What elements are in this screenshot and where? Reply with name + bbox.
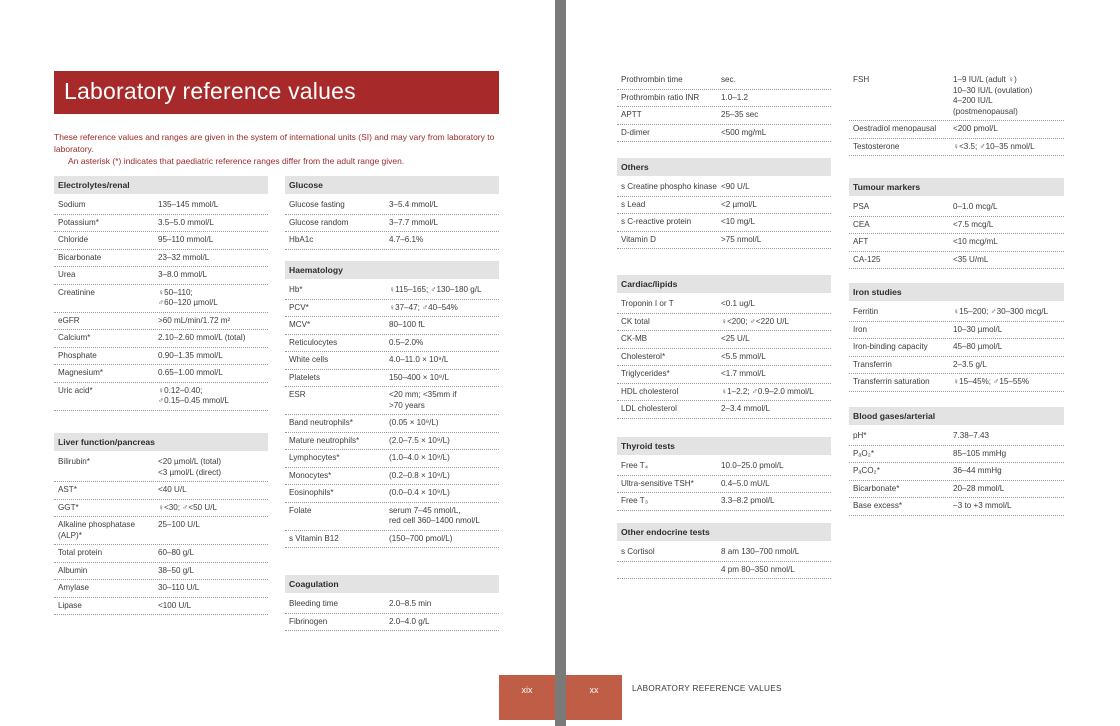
reference-value: 1–9 IU/L (adult ♀) 10–30 IU/L (ovulation) 4–200 IU/L (postmenopausal) <box>953 75 1033 116</box>
reference-value: 2.0–4.0 g/L <box>389 616 430 626</box>
reference-value: 2.0–8.5 min <box>389 599 432 608</box>
reference-value: <10 mcg/mL <box>953 237 998 246</box>
table-row <box>285 485 499 503</box>
table-row <box>849 139 1064 157</box>
table-row <box>54 232 268 250</box>
reference-value: 4.0–11.0 × 10⁹/L <box>389 355 449 364</box>
reference-value: 150–400 × 10⁹/L <box>389 372 449 382</box>
table-row <box>54 383 268 411</box>
test-name: Urea <box>58 270 76 279</box>
reference-value: 25–35 sec <box>721 110 759 119</box>
table-row <box>849 121 1064 139</box>
reference-value: (1.0–4.0 × 10⁹/L) <box>389 453 450 462</box>
reference-value: 3–5.4 mmol/L <box>389 200 439 209</box>
test-name: Sodium <box>58 200 86 209</box>
test-name: Eosinophils* <box>289 488 334 497</box>
table-row <box>849 498 1064 516</box>
table-row <box>54 285 268 313</box>
test-name: s Cortisol <box>621 547 655 556</box>
test-name: Band neutrophils* <box>289 418 353 427</box>
reference-value: <200 pmol/L <box>953 124 998 133</box>
table-row <box>54 197 268 215</box>
reference-value: <25 U/L <box>721 334 750 343</box>
table-row <box>617 476 831 494</box>
reference-value: <20 µmol/L (total) <3 µmol/L (direct) <box>158 457 222 477</box>
test-name: Alkaline phosphatase (ALP)* <box>58 520 135 540</box>
table-row <box>849 252 1064 270</box>
reference-value: <7.5 mcg/L <box>953 219 994 229</box>
test-name: s Lead <box>621 199 646 209</box>
test-name: Base excess* <box>853 501 903 510</box>
section-liver <box>54 433 268 615</box>
table-row <box>285 215 499 233</box>
section-heading: Tumour markers <box>849 178 1064 196</box>
intro-paragraph: These reference values and ranges are given in the system of international units (SI) and may vary from laboratory to laboratory. <box>54 132 495 154</box>
reference-value: ♀1–2.2; ♂0.9–2.0 mmol/L <box>721 386 814 396</box>
table-row <box>617 401 831 419</box>
reference-value: (150–700 pmol/L) <box>389 533 453 543</box>
section-hormones <box>849 72 1064 156</box>
reference-value: <5.5 mmol/L <box>721 351 766 361</box>
reference-value: 30–110 U/L <box>158 583 200 592</box>
reference-value: <500 mg/mL <box>721 127 767 137</box>
test-name: eGFR <box>58 315 80 325</box>
reference-value: 2–3.4 mmol/L <box>721 404 771 413</box>
table-row <box>617 331 831 349</box>
table-row <box>849 428 1064 446</box>
table-row <box>285 197 499 215</box>
test-name: pH* <box>853 431 867 440</box>
section-coagulation-continued <box>617 72 831 142</box>
section-heading: Blood gases/arterial <box>849 407 1064 425</box>
test-name: Glucose random <box>289 217 349 227</box>
reference-table <box>849 72 1064 156</box>
reference-value: <1.7 mmol/L <box>721 369 766 378</box>
reference-value: 7.38–7.43 <box>953 431 990 440</box>
reference-value: 23–32 mmol/L <box>158 252 210 262</box>
table-row <box>849 322 1064 340</box>
reference-table <box>285 282 499 548</box>
table-row <box>849 234 1064 252</box>
reference-value: <10 mg/L <box>721 217 755 226</box>
test-name: PCV* <box>289 302 309 312</box>
test-name: Folate <box>289 505 312 515</box>
reference-table <box>54 197 268 411</box>
reference-value: (0.05 × 10⁹/L) <box>389 418 439 427</box>
test-name: Lymphocytes* <box>289 453 340 462</box>
table-row <box>285 317 499 335</box>
test-name: Total protein <box>58 548 103 557</box>
test-name: Potassium* <box>58 217 99 227</box>
test-name: CK total <box>621 316 650 326</box>
reference-value: (2.0–7.5 × 10⁹/L) <box>389 435 450 445</box>
test-name: Monocytes* <box>289 470 332 480</box>
test-name: Iron-binding capacity <box>853 342 928 351</box>
section-heading: Coagulation <box>285 575 499 593</box>
page-number-left: xix <box>499 675 555 720</box>
test-name: s Creatine phospho kinase <box>621 182 717 191</box>
reference-value: 38–50 g/L <box>158 565 195 575</box>
test-name: ESR <box>289 390 306 399</box>
table-row <box>285 468 499 486</box>
section-electrolytes <box>54 176 268 411</box>
test-name: Vitamin D <box>621 234 656 244</box>
table-row <box>849 72 1064 121</box>
section-heading: Thyroid tests <box>617 437 831 455</box>
test-name: Lipase <box>58 600 82 610</box>
reference-value: ♀50–110; ♂60–120 µmol/L <box>158 287 218 307</box>
reference-value: <0.1 ug/L <box>721 299 755 308</box>
test-name: s C-reactive protein <box>621 217 692 226</box>
test-name: D-dimer <box>621 127 650 137</box>
test-name: Transferrin <box>853 359 892 369</box>
table-row <box>285 370 499 388</box>
table-row <box>54 482 268 500</box>
reference-value: 4.7–6.1% <box>389 235 424 244</box>
reference-table <box>849 304 1064 392</box>
table-row <box>285 232 499 250</box>
test-name: Free T₄ <box>621 461 648 470</box>
table-row <box>617 562 831 580</box>
reference-value: >75 nmol/L <box>721 234 762 244</box>
reference-value: 2–3.5 g/L <box>953 359 987 369</box>
table-row <box>54 348 268 366</box>
section-heading: Electrolytes/renal <box>54 176 268 194</box>
test-name: Prothrombin ratio INR <box>621 92 700 102</box>
reference-table <box>617 458 831 511</box>
test-name: Ultra-sensitive TSH* <box>621 478 694 488</box>
test-name: Creatinine <box>58 287 95 297</box>
section-heading: Haematology <box>285 261 499 279</box>
test-name: Testosterone <box>853 141 900 151</box>
test-name: Amylase <box>58 583 90 592</box>
test-name: HDL cholesterol <box>621 386 679 396</box>
reference-value: ♀15–45%; ♂15–55% <box>953 377 1030 386</box>
left-page <box>0 0 555 726</box>
table-row <box>285 531 499 549</box>
table-row <box>849 199 1064 217</box>
reference-value: 60–80 g/L <box>158 548 195 557</box>
test-name: Phosphate <box>58 350 97 360</box>
section-heading: Cardiac/lipids <box>617 275 831 293</box>
reference-value: ♀37–47; ♂40–54% <box>389 302 458 312</box>
table-row <box>617 384 831 402</box>
table-row <box>617 366 831 384</box>
test-name: CK-MB <box>621 334 648 343</box>
table-row <box>54 267 268 285</box>
reference-value: 95–110 mmol/L <box>158 235 214 244</box>
table-row <box>54 365 268 383</box>
section-heading: Glucose <box>285 176 499 194</box>
section-haematology <box>285 261 499 548</box>
section-tumour-markers <box>849 178 1064 269</box>
test-name: Free T₃ <box>621 496 648 505</box>
test-name: Prothrombin time <box>621 75 683 84</box>
table-row <box>285 335 499 353</box>
reference-value: (0.2–0.8 × 10⁹/L) <box>389 470 450 480</box>
reference-value: 0.65–1.00 mmol/L <box>158 368 223 377</box>
test-name: Bleeding time <box>289 599 339 608</box>
test-name: GGT* <box>58 502 79 512</box>
section-heading: Iron studies <box>849 283 1064 301</box>
reference-table <box>849 199 1064 269</box>
table-row <box>54 313 268 331</box>
running-head: LABORATORY REFERENCE VALUES <box>632 684 782 693</box>
table-row <box>54 580 268 598</box>
table-row <box>617 214 831 232</box>
reference-value: <100 U/L <box>158 600 192 610</box>
table-row <box>54 250 268 268</box>
reference-value: <35 U/mL <box>953 254 989 264</box>
test-name: Albumin <box>58 565 88 575</box>
reference-value: 85–105 mmHg <box>953 448 1007 458</box>
reference-value: 1.0–1.2 <box>721 92 749 102</box>
table-row <box>849 446 1064 464</box>
table-row <box>617 125 831 143</box>
test-name: White cells <box>289 355 329 364</box>
test-name: MCV* <box>289 320 311 329</box>
table-row <box>617 197 831 215</box>
table-row <box>54 330 268 348</box>
table-row <box>617 232 831 250</box>
test-name <box>621 565 721 576</box>
reference-value: <2 µmol/L <box>721 199 757 209</box>
test-name: Oestradiol menopausal <box>853 124 937 133</box>
page-title: Laboratory reference values <box>54 71 499 114</box>
test-name: Uric acid* <box>58 385 93 395</box>
section-blood-gases <box>849 407 1064 516</box>
reference-value: ♀<30; ♂<50 U/L <box>158 502 217 512</box>
table-row <box>617 349 831 367</box>
table-row <box>285 614 499 632</box>
reference-table <box>285 596 499 631</box>
reference-value: −3 to +3 mmol/L <box>953 501 1012 510</box>
reference-table <box>617 72 831 142</box>
test-name: s Vitamin B12 <box>289 533 339 543</box>
reference-table <box>54 454 268 615</box>
table-row <box>849 481 1064 499</box>
reference-value: 0.5–2.0% <box>389 337 424 347</box>
test-name: PₐCO₂* <box>853 466 880 475</box>
test-name: AFT <box>853 237 869 246</box>
test-name: Bilirubin* <box>58 457 90 466</box>
table-row <box>617 90 831 108</box>
test-name: Cholesterol* <box>621 351 666 361</box>
right-page <box>566 0 1120 726</box>
test-name: PSA <box>853 202 870 211</box>
test-name: Bicarbonate* <box>853 483 900 493</box>
reference-value: 3–8.0 mmol/L <box>158 270 208 279</box>
section-heading: Others <box>617 158 831 176</box>
table-row <box>54 454 268 482</box>
reference-value: (0.0–0.4 × 10⁹/L) <box>389 488 450 497</box>
section-heading: Other endocrine tests <box>617 523 831 541</box>
reference-value: 3.5–5.0 mmol/L <box>158 217 214 227</box>
reference-value: >60 mL/min/1.72 m² <box>158 315 231 325</box>
table-row <box>617 72 831 90</box>
table-row <box>285 596 499 614</box>
reference-value: 10–30 µmol/L <box>953 324 1003 334</box>
reference-value: <40 U/L <box>158 485 187 494</box>
table-row <box>54 563 268 581</box>
section-iron-studies <box>849 283 1064 392</box>
test-name: PₐO₂* <box>853 448 874 458</box>
page-number-right: xx <box>566 675 622 720</box>
reference-value: <90 U/L <box>721 182 750 191</box>
table-row <box>54 598 268 616</box>
reference-value: 36–44 mmHg <box>953 466 1002 475</box>
reference-value: serum 7–45 nmol/L, red cell 360–1400 nmol/L <box>389 505 480 525</box>
table-row <box>617 314 831 332</box>
reference-table <box>617 296 831 419</box>
section-glucose <box>285 176 499 250</box>
reference-table <box>849 428 1064 516</box>
section-heading: Liver function/pancreas <box>54 433 268 451</box>
table-row <box>617 544 831 562</box>
reference-table <box>285 197 499 250</box>
reference-value: sec. <box>721 75 736 84</box>
table-row <box>54 215 268 233</box>
table-row <box>285 300 499 318</box>
reference-value: ♀0.12–0.40; ♂0.15–0.45 mmol/L <box>158 385 229 405</box>
table-row <box>617 458 831 476</box>
table-row <box>54 517 268 545</box>
test-name: Calcium* <box>58 333 91 342</box>
test-name: Platelets <box>289 372 321 382</box>
reference-value: ♀<200; ♂<220 U/L <box>721 316 789 326</box>
table-row <box>849 463 1064 481</box>
reference-table <box>617 544 831 579</box>
table-row <box>285 352 499 370</box>
table-row <box>54 545 268 563</box>
intro-paragraph: An asterisk (*) indicates that paediatric reference ranges differ from the adult range given. <box>68 156 405 166</box>
reference-value: 3–7.7 mmol/L <box>389 217 439 227</box>
table-row <box>285 282 499 300</box>
reference-value: 2.10–2.60 mmol/L (total) <box>158 333 246 342</box>
reference-value: 4 pm 80–350 nmol/L <box>721 564 795 574</box>
test-name: Triglycerides* <box>621 369 670 378</box>
test-name: Ferritin <box>853 307 879 316</box>
section-others <box>617 158 831 249</box>
table-row <box>285 503 499 531</box>
reference-value: 25–100 U/L <box>158 520 200 529</box>
test-name: Magnesium* <box>58 368 103 377</box>
section-cardiac-lipids <box>617 275 831 419</box>
reference-value: 3.3–8.2 pmol/L <box>721 496 775 505</box>
table-row <box>617 179 831 197</box>
test-name: Mature neutrophils* <box>289 435 360 445</box>
test-name: CA-125 <box>853 254 881 264</box>
table-row <box>849 217 1064 235</box>
section-thyroid <box>617 437 831 511</box>
test-name: Bicarbonate <box>58 252 102 262</box>
table-row <box>849 304 1064 322</box>
table-row <box>285 415 499 433</box>
test-name: Glucose fasting <box>289 200 345 209</box>
reference-value: 0.90–1.35 mmol/L <box>158 350 223 360</box>
table-row <box>849 374 1064 392</box>
reference-value: ♀<3.5; ♂10–35 nmol/L <box>953 141 1035 151</box>
table-row <box>285 387 499 415</box>
reference-value: 0.4–5.0 mU/L <box>721 478 770 488</box>
reference-value: <20 mm; <35mm if >70 years <box>389 390 457 410</box>
test-name: Transferrin saturation <box>853 377 930 386</box>
test-name: APTT <box>621 110 642 119</box>
table-row <box>849 339 1064 357</box>
test-name: LDL cholesterol <box>621 404 677 413</box>
reference-value: 135–145 mmol/L <box>158 200 219 209</box>
test-name: HbA1c <box>289 235 314 244</box>
test-name: Troponin I or T <box>621 299 674 308</box>
section-endocrine <box>617 523 831 579</box>
test-name: Reticulocytes <box>289 337 338 347</box>
table-row <box>285 450 499 468</box>
table-row <box>617 296 831 314</box>
intro-text <box>54 131 499 167</box>
reference-value: 80–100 fL <box>389 320 426 329</box>
test-name: Chloride <box>58 235 89 244</box>
table-row <box>849 357 1064 375</box>
test-name: Iron <box>853 324 867 334</box>
reference-value: 45–80 µmol/L <box>953 342 1003 351</box>
test-name: AST* <box>58 485 77 494</box>
test-name: FSH <box>853 75 870 84</box>
section-coagulation <box>285 575 499 631</box>
table-row <box>617 493 831 511</box>
reference-value: 8 am 130–700 nmol/L <box>721 547 800 556</box>
reference-value: 0–1.0 mcg/L <box>953 202 998 211</box>
reference-value: 20–28 mmol/L <box>953 483 1005 493</box>
reference-table <box>617 179 831 249</box>
reference-value: ♀115–165; ♂130–180 g/L <box>389 285 482 294</box>
table-row <box>617 107 831 125</box>
test-name: CEA <box>853 219 870 229</box>
reference-value: ♀15–200; ♂30–300 mcg/L <box>953 307 1048 316</box>
test-name: Fibrinogen <box>289 616 328 626</box>
reference-value: 10.0–25.0 pmol/L <box>721 461 784 470</box>
table-row <box>285 433 499 451</box>
table-row <box>54 500 268 518</box>
test-name: Hb* <box>289 285 303 294</box>
